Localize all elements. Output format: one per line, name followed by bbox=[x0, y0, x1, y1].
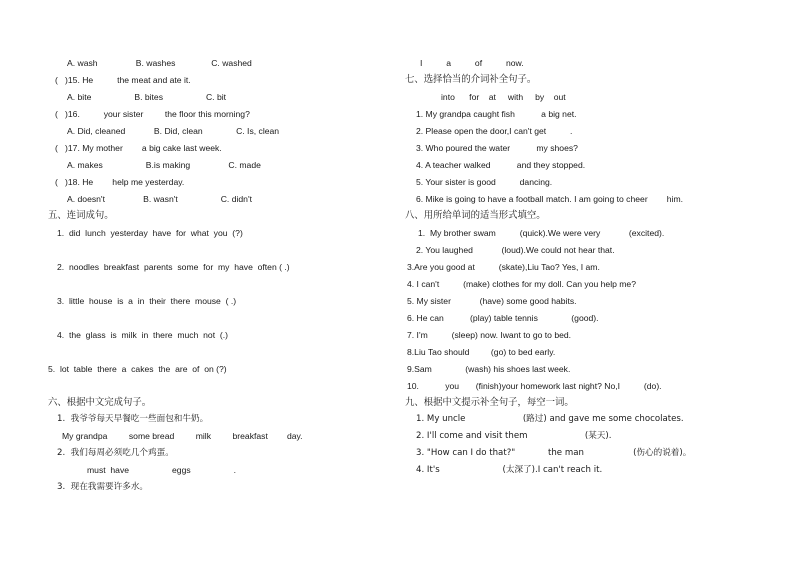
section-9-item-2: 2. I'll come and visit them (某天). bbox=[416, 431, 612, 441]
section-8-item-1: 1. My brother swam (quick).We were very (excited). bbox=[418, 228, 665, 238]
section-6-item-2-cn: 2. 我们每周必须吃几个鸡蛋。 bbox=[57, 448, 174, 458]
section-7-item-2: 2. Please open the door,I can't get . bbox=[416, 126, 573, 136]
question-16: ( )16. your sister the floor this morning? bbox=[55, 109, 250, 119]
section-8-item-2: 2. You laughed (loud).We could not hear that. bbox=[416, 245, 615, 255]
section-7-item-4: 4. A teacher walked and they stopped. bbox=[416, 160, 586, 170]
section-6-item-1-en: My grandpa some bread milk breakfast day. bbox=[62, 431, 303, 441]
q16-options: A. Did, cleaned B. Did, clean C. Is, clean bbox=[67, 126, 280, 136]
section-7-item-6: 6. Mike is going to have a football match. I am going to cheer him. bbox=[416, 194, 684, 204]
section-8-item-8: 8.Liu Tao should (go) to bed early. bbox=[407, 347, 556, 357]
section-9-heading: 九、根据中文提示补全句子，每空一词。 bbox=[405, 397, 574, 408]
section-6-item-1-cn: 1. 我爷爷每天早餐吃一些面包和牛奶。 bbox=[57, 414, 209, 424]
section-5-item-5: 5. lot table there a cakes the are of on (?) bbox=[48, 364, 227, 374]
question-15: ( )15. He the meat and ate it. bbox=[55, 75, 191, 85]
section-5-item-3: 3. little house is a in their there mouse ( .) bbox=[57, 296, 237, 306]
section-8-item-10: 10. you (finish)your homework last night? No,I (do). bbox=[407, 381, 662, 391]
section-7-word-bank: into for at with by out bbox=[441, 92, 566, 102]
section-9-item-4: 4. It's (太深了).I can't reach it. bbox=[416, 465, 603, 475]
section-7-item-3: 3. Who poured the water my shoes? bbox=[416, 143, 578, 153]
section-6-item-3-cn: 3. 现在我需要许多水。 bbox=[57, 482, 149, 492]
q14-options: A. wash B. washes C. washed bbox=[67, 58, 252, 68]
section-8-item-5: 5. My sister (have) some good habits. bbox=[407, 296, 577, 306]
section-6-heading: 六、根据中文完成句子。 bbox=[48, 397, 152, 408]
section-8-item-7: 7. I'm (sleep) now. Iwant to go to bed. bbox=[407, 330, 572, 340]
section-7-item-5: 5. Your sister is good dancing. bbox=[416, 177, 553, 187]
section-5-item-1: 1. did lunch yesterday have for what you (?) bbox=[57, 228, 243, 238]
section-5-item-2: 2. noodles breakfast parents some for my have often ( .) bbox=[57, 262, 290, 272]
section-9-item-3: 3. "How can I do that?" the man (伤心的说着)。 bbox=[416, 448, 692, 458]
q18-options: A. doesn't B. wasn't C. didn't bbox=[67, 194, 252, 204]
section-6-item-3-en: I a of now. bbox=[420, 58, 524, 68]
section-9-item-1: 1. My uncle (路过) and gave me some chocolates. bbox=[416, 414, 684, 424]
q15-options: A. bite B. bites C. bit bbox=[67, 92, 227, 102]
question-17: ( )17. My mother a big cake last week. bbox=[55, 143, 222, 153]
section-8-heading: 八、用所给单词的适当形式填空。 bbox=[405, 210, 546, 221]
section-7-heading: 七、选择恰当的介词补全句子。 bbox=[405, 74, 537, 85]
section-6-item-2-en: must have eggs . bbox=[87, 465, 237, 475]
section-8-item-6: 6. He can (play) table tennis (good). bbox=[407, 313, 599, 323]
section-5-item-4: 4. the glass is milk in there much not (.) bbox=[57, 330, 228, 340]
section-8-item-9: 9.Sam (wash) his shoes last week. bbox=[407, 364, 571, 374]
section-8-item-3: 3.Are you good at (skate),Liu Tao? Yes, I am. bbox=[407, 262, 600, 272]
q17-options: A. makes B.is making C. made bbox=[67, 160, 261, 170]
section-7-item-1: 1. My grandpa caught fish a big net. bbox=[416, 109, 577, 119]
question-18: ( )18. He help me yesterday. bbox=[55, 177, 185, 187]
section-5-heading: 五、连词成句。 bbox=[48, 210, 114, 221]
section-8-item-4: 4. I can't (make) clothes for my doll. Can you help me? bbox=[407, 279, 636, 289]
